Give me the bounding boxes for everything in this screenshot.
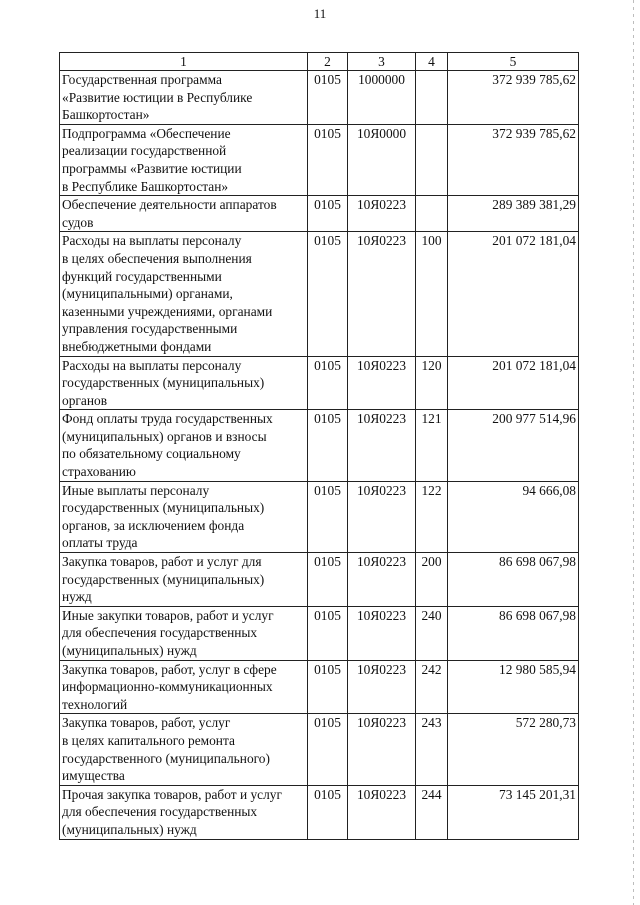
cell-section: 0105 [308,714,348,785]
cell-section: 0105 [308,124,348,195]
cell-type: 121 [416,410,448,481]
table-row [60,124,579,195]
row-name-text: Подпрограмма «Обеспечение реализации государственной программы «Развитие юстиции в Республике Башкортостан» [62,125,242,194]
cell-type: 122 [416,481,448,552]
cell-section: 0105 [308,196,348,232]
table-row [60,785,579,839]
cell-name [60,232,308,356]
table-row [60,714,579,785]
cell-section: 0105 [308,606,348,660]
cell-section: 0105 [308,71,348,125]
row-name-text: Иные выплаты персоналу государственных (муниципальных) органов, за исключением фонда оплаты труда [62,482,265,551]
budget-table-body [60,53,579,840]
cell-code: 10Я0223 [348,714,416,785]
cell-type: 242 [416,660,448,714]
cell-name [60,356,308,410]
table-row [60,196,579,232]
cell-sum: 12 980 585,94 [448,660,579,714]
cell-code: 10Я0223 [348,481,416,552]
cell-code: 10Я0223 [348,553,416,607]
header-row [60,53,579,71]
cell-sum: 572 280,73 [448,714,579,785]
header-col-5: 5 [448,53,579,71]
cell-code: 1000000 [348,71,416,125]
cell-sum: 201 072 181,04 [448,356,579,410]
cell-code: 10Я0000 [348,124,416,195]
cell-type [416,71,448,125]
cell-code: 10Я0223 [348,356,416,410]
row-name-text: Фонд оплаты труда государственных (муниципальных) органов и взносы по обязательному социальному страхованию [62,411,273,480]
cell-sum: 201 072 181,04 [448,232,579,356]
cell-name [60,196,308,232]
cell-section: 0105 [308,660,348,714]
cell-sum: 372 939 785,62 [448,124,579,195]
table-row [60,553,579,607]
cell-code: 10Я0223 [348,606,416,660]
cell-name [60,71,308,125]
cell-section: 0105 [308,232,348,356]
cell-type [416,124,448,195]
cell-section: 0105 [308,356,348,410]
cell-code: 10Я0223 [348,785,416,839]
header-col-3: 3 [348,53,416,71]
header-col-1: 1 [60,53,308,71]
row-name-text: Прочая закупка товаров, работ и услуг для обеспечения государственных (муниципальных) нужд [62,786,282,837]
row-name-text: Расходы на выплаты персоналу государственных (муниципальных) органов [62,357,265,408]
row-name-text: Расходы на выплаты персоналу в целях обеспечения выполнения функций государственными (муниципальными) органами, казенными учреждениями, органами управления государственными внебюджетными фондами [62,233,273,354]
table-row [60,232,579,356]
row-name-text: Закупка товаров, работ, услуг в целях капитального ремонта государственного (муниципального) имущества [62,715,270,784]
row-name-text: Государственная программа «Развитие юстиции в Республике Башкортостан» [62,72,253,123]
cell-sum: 200 977 514,96 [448,410,579,481]
cell-sum: 86 698 067,98 [448,606,579,660]
row-name-text: Закупка товаров, работ и услуг для государственных (муниципальных) нужд [62,554,265,605]
table-row [60,71,579,125]
cell-name [60,660,308,714]
table-row [60,660,579,714]
cell-name [60,124,308,195]
cell-code: 10Я0223 [348,410,416,481]
cell-type [416,196,448,232]
row-name-text: Иные закупки товаров, работ и услуг для обеспечения государственных (муниципальных) нужд [62,607,274,658]
cell-sum: 86 698 067,98 [448,553,579,607]
cell-code: 10Я0223 [348,660,416,714]
page-number: 11 [313,6,327,21]
cell-section: 0105 [308,553,348,607]
row-name-text: Обеспечение деятельности аппаратов судов [62,197,277,230]
cell-code: 10Я0223 [348,196,416,232]
cell-name [60,553,308,607]
cell-name [60,714,308,785]
header-col-4: 4 [416,53,448,71]
cell-name [60,785,308,839]
table-row [60,606,579,660]
page-edge [633,0,634,905]
cell-type: 200 [416,553,448,607]
cell-section: 0105 [308,785,348,839]
cell-sum: 372 939 785,62 [448,71,579,125]
cell-name [60,481,308,552]
cell-type: 240 [416,606,448,660]
cell-type: 100 [416,232,448,356]
cell-name [60,410,308,481]
cell-type: 120 [416,356,448,410]
cell-sum: 94 666,08 [448,481,579,552]
cell-sum: 73 145 201,31 [448,785,579,839]
cell-code: 10Я0223 [348,232,416,356]
cell-type: 243 [416,714,448,785]
cell-sum: 289 389 381,29 [448,196,579,232]
table-row [60,356,579,410]
row-name-text: Закупка товаров, работ, услуг в сфере информационно-коммуникационных технологий [62,661,277,712]
table-row [60,481,579,552]
cell-section: 0105 [308,410,348,481]
budget-table [59,52,579,840]
table-row [60,410,579,481]
header-col-2: 2 [308,53,348,71]
cell-section: 0105 [308,481,348,552]
cell-type: 244 [416,785,448,839]
cell-name [60,606,308,660]
